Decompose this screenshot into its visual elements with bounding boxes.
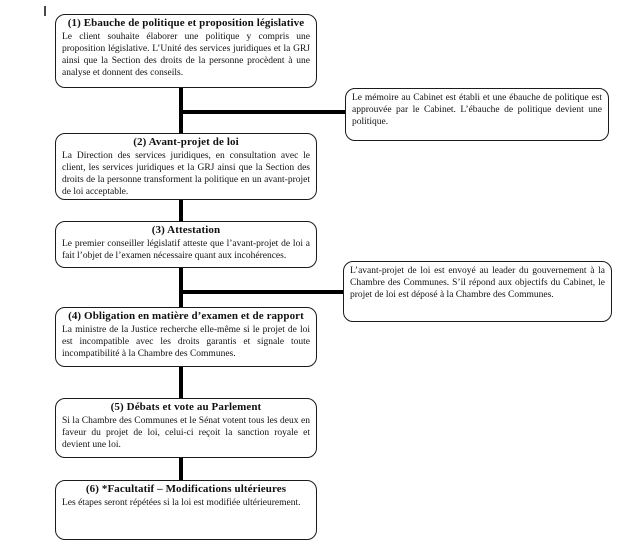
step-box-3 <box>55 221 317 268</box>
side-note-body: L’avant-projet de loi est envoyé au leader du gouvernement à la Chambre des Communes. S’il répond aux objectifs du Cabinet, le projet de loi est déposé à la Chambre des Communes. <box>350 266 605 301</box>
connector-branch-note2 <box>179 290 345 294</box>
step-title: (1) Ebauche de politique et proposition législative <box>67 17 305 29</box>
step-body: La Direction des services juridiques, en consultation avec le client, les services juridiques et la GRJ ainsi que la Section des droits de la personne transforment la politique en un avant-projet de loi acceptable. <box>62 150 310 198</box>
step-box-2 <box>55 133 317 200</box>
step-body: Le client souhaite élaborer une politique y compris une proposition législative. L’Unité des services juridiques et la GRJ ainsi que la Section des droits de la personne procèdent à une analyse et donnent des conseils. <box>62 31 310 79</box>
step-title: (3) Attestation <box>151 224 221 236</box>
step-box-1 <box>55 14 317 88</box>
connector-branch-note1 <box>179 110 347 114</box>
step-body: La ministre de la Justice recherche elle-même si le projet de loi est incompatible avec les droits garantis et signale toute incompatibilité à la Chambre des Communes. <box>62 324 310 359</box>
side-note-box-2 <box>343 261 612 322</box>
connector-step3-step4 <box>179 267 183 309</box>
side-note-body: Le mémoire au Cabinet est établi et une ébauche de politique est approuvée par le Cabinet. L’ébauche de politique devient une politique. <box>352 93 602 128</box>
connector-step5-step6 <box>179 456 183 482</box>
stray-mark <box>44 6 46 16</box>
step-title: (4) Obligation en matière d’examen et de rapport <box>68 310 304 322</box>
step-body: Le premier conseiller législatif atteste que l’avant-projet de loi a fait l’objet de l’examen nécessaire quant aux incohérences. <box>62 238 310 261</box>
connector-step2-step3 <box>179 199 183 223</box>
step-body: Les étapes seront répétées si la loi est modifiée ultérieurement. <box>62 497 301 508</box>
step-box-6 <box>55 480 317 540</box>
connector-step4-step5 <box>179 366 183 400</box>
step-title: (6) *Facultatif – Modifications ultérieures <box>85 483 287 495</box>
step-box-5 <box>55 398 317 458</box>
step-body: Si la Chambre des Communes et le Sénat votent tous les deux en faveur du projet de loi, celui-ci reçoit la sanction royale et devient une loi. <box>62 415 310 450</box>
step-title: (5) Débats et vote au Parlement <box>110 401 262 413</box>
step-title: (2) Avant-projet de loi <box>133 136 239 148</box>
step-box-4 <box>55 307 317 367</box>
side-note-box-1 <box>345 88 609 141</box>
